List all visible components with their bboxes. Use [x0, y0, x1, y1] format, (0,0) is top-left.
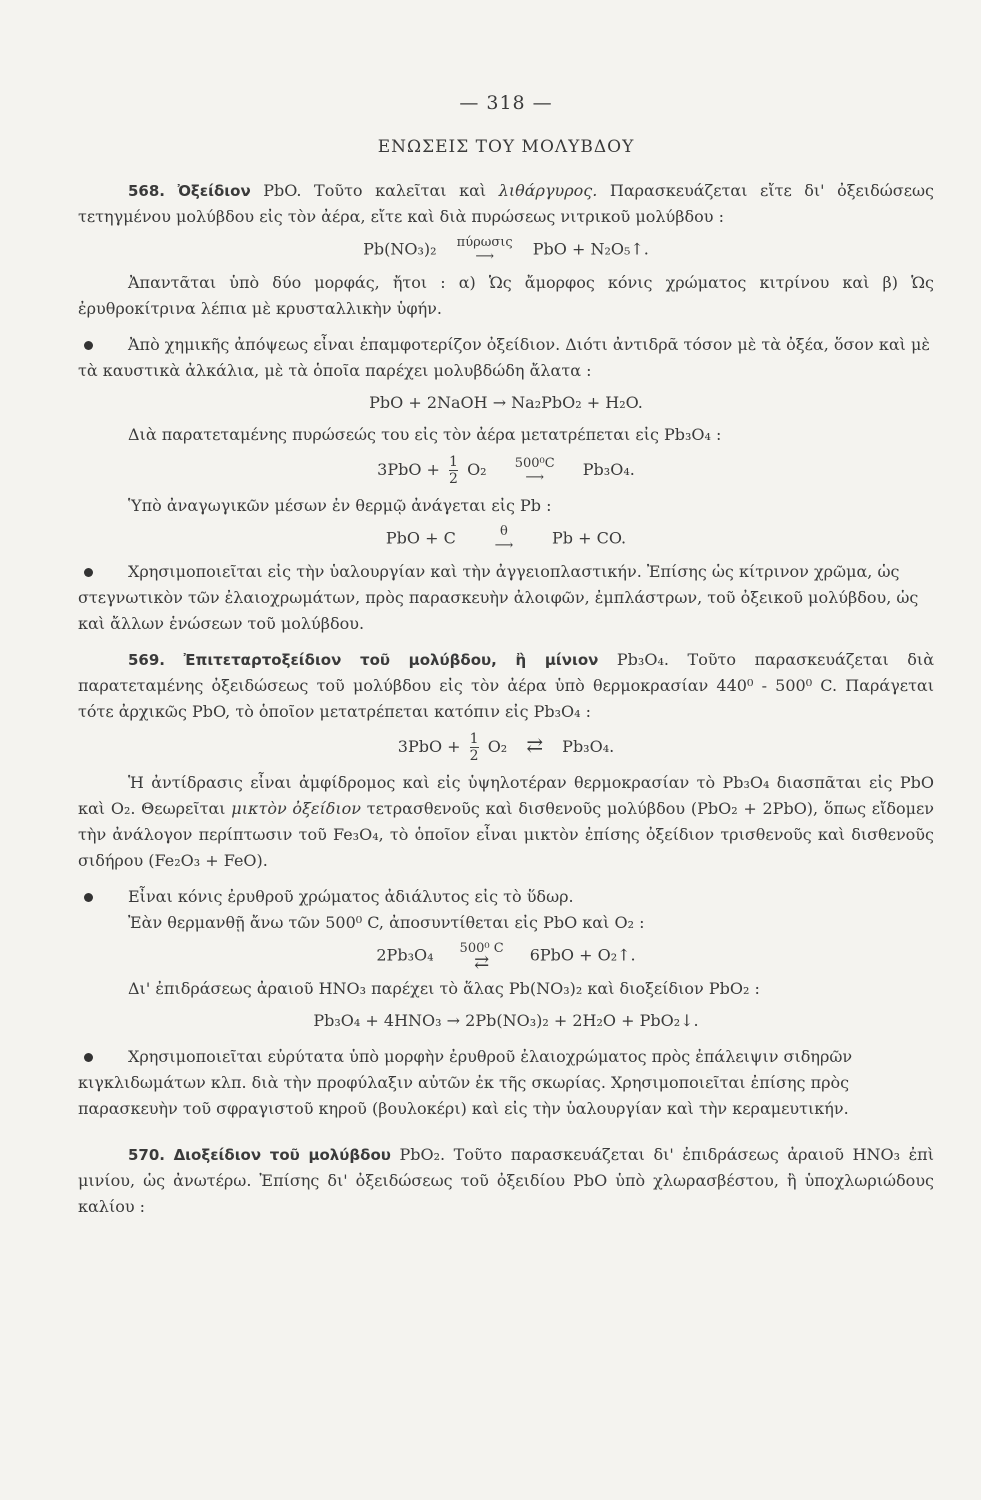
equation [78, 941, 934, 973]
italic-term: λιθάργυρος. [498, 181, 598, 200]
reaction-arrow: θ ⟶ [469, 525, 539, 553]
eq-right: Pb + CO. [552, 528, 627, 548]
eq-right: Pb₃O₄. [582, 460, 635, 479]
section-569-intro [78, 647, 934, 725]
equilibrium-arrow-icon: ⇄ [526, 733, 544, 757]
fraction-numerator: 1 [469, 731, 479, 747]
eq-right: 6PbO + O₂↑. [529, 945, 636, 965]
section-number: 570. [128, 1146, 166, 1164]
eq-left: 2Pb₃O₄ [376, 945, 434, 965]
paragraph-text: τετρασθενοῦς καὶ δισθενοῦς μολύβδου (PbO₂ + 2PbO), ὅπως εἴδομεν τὴν ἀνάλογον περίπτωσιν τοῦ Fe₃O₄, τὸ ὁποῖον εἶναι μικτὸν ἐπίσης ὀξείδιον τρισθενοῦς καὶ δισθενοῦς σιδήρου (Fe₂O₃ + FeO). [78, 799, 935, 870]
reaction-arrow [447, 941, 517, 973]
section-formula: PbO₂. [399, 1145, 446, 1164]
paragraph: Δι' ἐπιδράσεως ἀραιοῦ HNO₃ παρέχει τὸ ἅλας Pb(NO₃)₂ καὶ διοξείδιον PbO₂ : [128, 979, 760, 998]
italic-term: μικτὸν ὀξείδιον [231, 799, 361, 818]
fraction [470, 731, 479, 764]
bullet-icon [84, 568, 93, 577]
eq-left: 3PbO + [397, 737, 461, 756]
section-568-intro [78, 178, 934, 230]
paragraph-text: Τοῦτο παρασκευάζεται δι' ἐπιδράσεως ἀραιοῦ HNO₃ ἐπὶ μινίου, ὡς ἀνωτέρω. Ἐπίσης δι' ὀξειδώσεως τοῦ ὀξειδίου PbO ὑπὸ χλωρασβέστου, ἢ ὑποχλωριώδους καλίου : [78, 1145, 934, 1216]
paragraph-text: Χρησιμοποιεῖται εὐρύτατα ὑπὸ μορφὴν ἐρυθροῦ ἐλαιοχρώματος πρὸς ἐπάλειψιν σιδηρῶν κιγκλιδωμάτων κλπ. διὰ τὴν προφύλαξιν αὐτῶν ἐκ τῆς σκωρίας. Χρησιμοποιεῖται ἐπίσης πρὸς παρασκευὴν τοῦ σφραγιστοῦ κηροῦ (βουλοκέρι) καὶ εἰς τὴν ὑαλουργίαν καὶ τὴν κεραμευτικήν. [78, 1047, 853, 1118]
eq-left: PbO + C [385, 528, 456, 548]
section-number: 569. [128, 651, 166, 669]
paragraph-text: Ἡ ἀντίδρασις εἶναι ἀμφίδρομος καὶ εἰς ὑψηλοτέραν θερμοκρασίαν τὸ Pb₃O₄ διασπᾶται εἰς PbO καὶ O₂. Θεωρεῖται [78, 773, 934, 818]
section-570-intro [78, 1142, 934, 1220]
paragraph: Ὑπὸ ἀναγωγικῶν μέσων ἐν θερμῷ ἀνάγεται εἰς Pb : [128, 496, 552, 515]
page-number: — 318 — [459, 92, 553, 114]
paragraph-text: Τοῦτο καλεῖται καὶ [314, 181, 487, 200]
section-formula: Pb₃O₄. [616, 650, 669, 669]
eq-right: Pb₃O₄. [562, 737, 615, 756]
equation [78, 236, 934, 264]
bullet-paragraph [78, 884, 934, 910]
section-number: 568. [128, 182, 166, 200]
bullet-icon [84, 341, 93, 350]
eq-right: PbO + N₂O₅↑. [532, 239, 649, 259]
document-page [78, 90, 934, 1220]
bullet-icon [84, 1053, 93, 1062]
equilibrium-arrow-icon: ⇄ [474, 952, 490, 973]
fraction [449, 454, 458, 487]
fraction-denominator: 2 [469, 748, 479, 764]
paragraph: Ἐὰν θερμανθῇ ἄνω τῶν 500⁰ C, ἀποσυντίθεται εἰς PbO καὶ O₂ : [128, 913, 645, 932]
paragraph: Διὰ παρατεταμένης πυρώσεώς του εἰς τὸν ἀέρα μετατρέπεται εἰς Pb₃O₄ : [128, 425, 722, 444]
section-title: Διοξείδιον τοῦ μολύβδου [173, 1146, 391, 1164]
fraction-denominator: 2 [449, 471, 458, 487]
chapter-title: ΕΝΩΣΕΙΣ ΤΟΥ ΜΟΛΥΒΔΟΥ [377, 137, 635, 157]
paragraph-text: Παρασκευάζεται εἴτε δι' ὀξειδώσεως τετηγμένου μολύβδου εἰς τὸν ἀέρα, εἴτε καὶ διὰ πυρώσεως νιτρικοῦ μολύβδου : [78, 181, 935, 226]
bullet-paragraph [78, 1044, 934, 1122]
equation [78, 731, 934, 764]
eq-left: 3PbO + [377, 460, 440, 479]
eq-condition: θ [500, 524, 508, 539]
paragraph-text: Τοῦτο παρασκευάζεται διὰ παρατεταμένης ὀξειδώσεως τοῦ μολύβδου εἰς τὸν ἀέρα ὑπὸ θερμοκρασίαν 440⁰ - 500⁰ C. Παράγεται τότε ἀρχικῶς PbO, τὸ ὁποῖον μετατρέπεται κατόπιν εἰς Pb₃O₄ : [78, 650, 935, 721]
eq-condition: 500⁰C [514, 455, 555, 471]
eq-left: Pb(NO₃)₂ [363, 239, 437, 259]
paragraph-text: Χρησιμοποιεῖται εἰς τὴν ὑαλουργίαν καὶ τὴν ἀγγειοπλαστικήν. Ἐπίσης ὡς κίτρινον χρῶμα, ὡς στεγνωτικὸν τῶν ἐλαιοχρωμάτων, πρὸς παρασκευὴν ἀλοιφῶν, ἐμπλάστρων, τοῦ ὀξεικοῦ μολύβδου, ὡς καὶ ἄλλων ἑνώσεων τοῦ μολύβδου. [78, 562, 919, 633]
paragraph: Ἀπαντᾶται ὑπὸ δύο μορφάς, ἤτοι : α) Ὡς ἄμορφος κόνις χρώματος κιτρίνου καὶ β) Ὡς ἐρυθροκίτρινα λέπια μὲ κρυσταλλικὴν ὑφήν. [78, 273, 934, 318]
paragraph-text: Ἀπὸ χημικῆς ἀπόψεως εἶναι ἐπαμφοτερίζον ὀξείδιον. Διότι ἀντιδρᾶ τόσον μὲ τὰ ὀξέα, ὅσον καὶ μὲ τὰ καυστικὰ ἀλκάλια, μὲ τὰ ὁποῖα παρέχει μολυβδώδη ἄλατα : [78, 335, 931, 380]
section-title: Ὀξείδιον [177, 182, 251, 200]
eq-term: O₂ [467, 460, 487, 479]
eq-condition: πύρωσις [456, 235, 513, 250]
equation [78, 454, 934, 487]
equation: PbO + 2NaOH → Na₂PbO₂ + H₂O. [369, 393, 643, 412]
bullet-icon [84, 893, 93, 902]
reaction-arrow: πύρωσις ⟶ [450, 236, 520, 264]
section-formula: PbO. [263, 181, 302, 200]
paragraph-text: Εἶναι κόνις ἐρυθροῦ χρώματος ἀδιάλυτος εἰς τὸ ὕδωρ. [128, 887, 574, 906]
bullet-paragraph [78, 559, 934, 637]
fraction-numerator: 1 [449, 454, 458, 470]
section-title: Ἐπιτεταρτοξείδιον τοῦ μολύβδου, ἢ μίνιον [183, 651, 599, 669]
eq-condition: 500⁰ C [459, 941, 504, 956]
eq-term: O₂ [487, 737, 508, 756]
paragraph [78, 770, 934, 874]
reaction-arrow: 500⁰C ⟶ [500, 457, 570, 485]
bullet-paragraph [78, 332, 934, 384]
equation [78, 525, 934, 553]
equation: Pb₃O₄ + 4HNO₃ → 2Pb(NO₃)₂ + 2H₂O + PbO₂↓. [313, 1011, 699, 1030]
